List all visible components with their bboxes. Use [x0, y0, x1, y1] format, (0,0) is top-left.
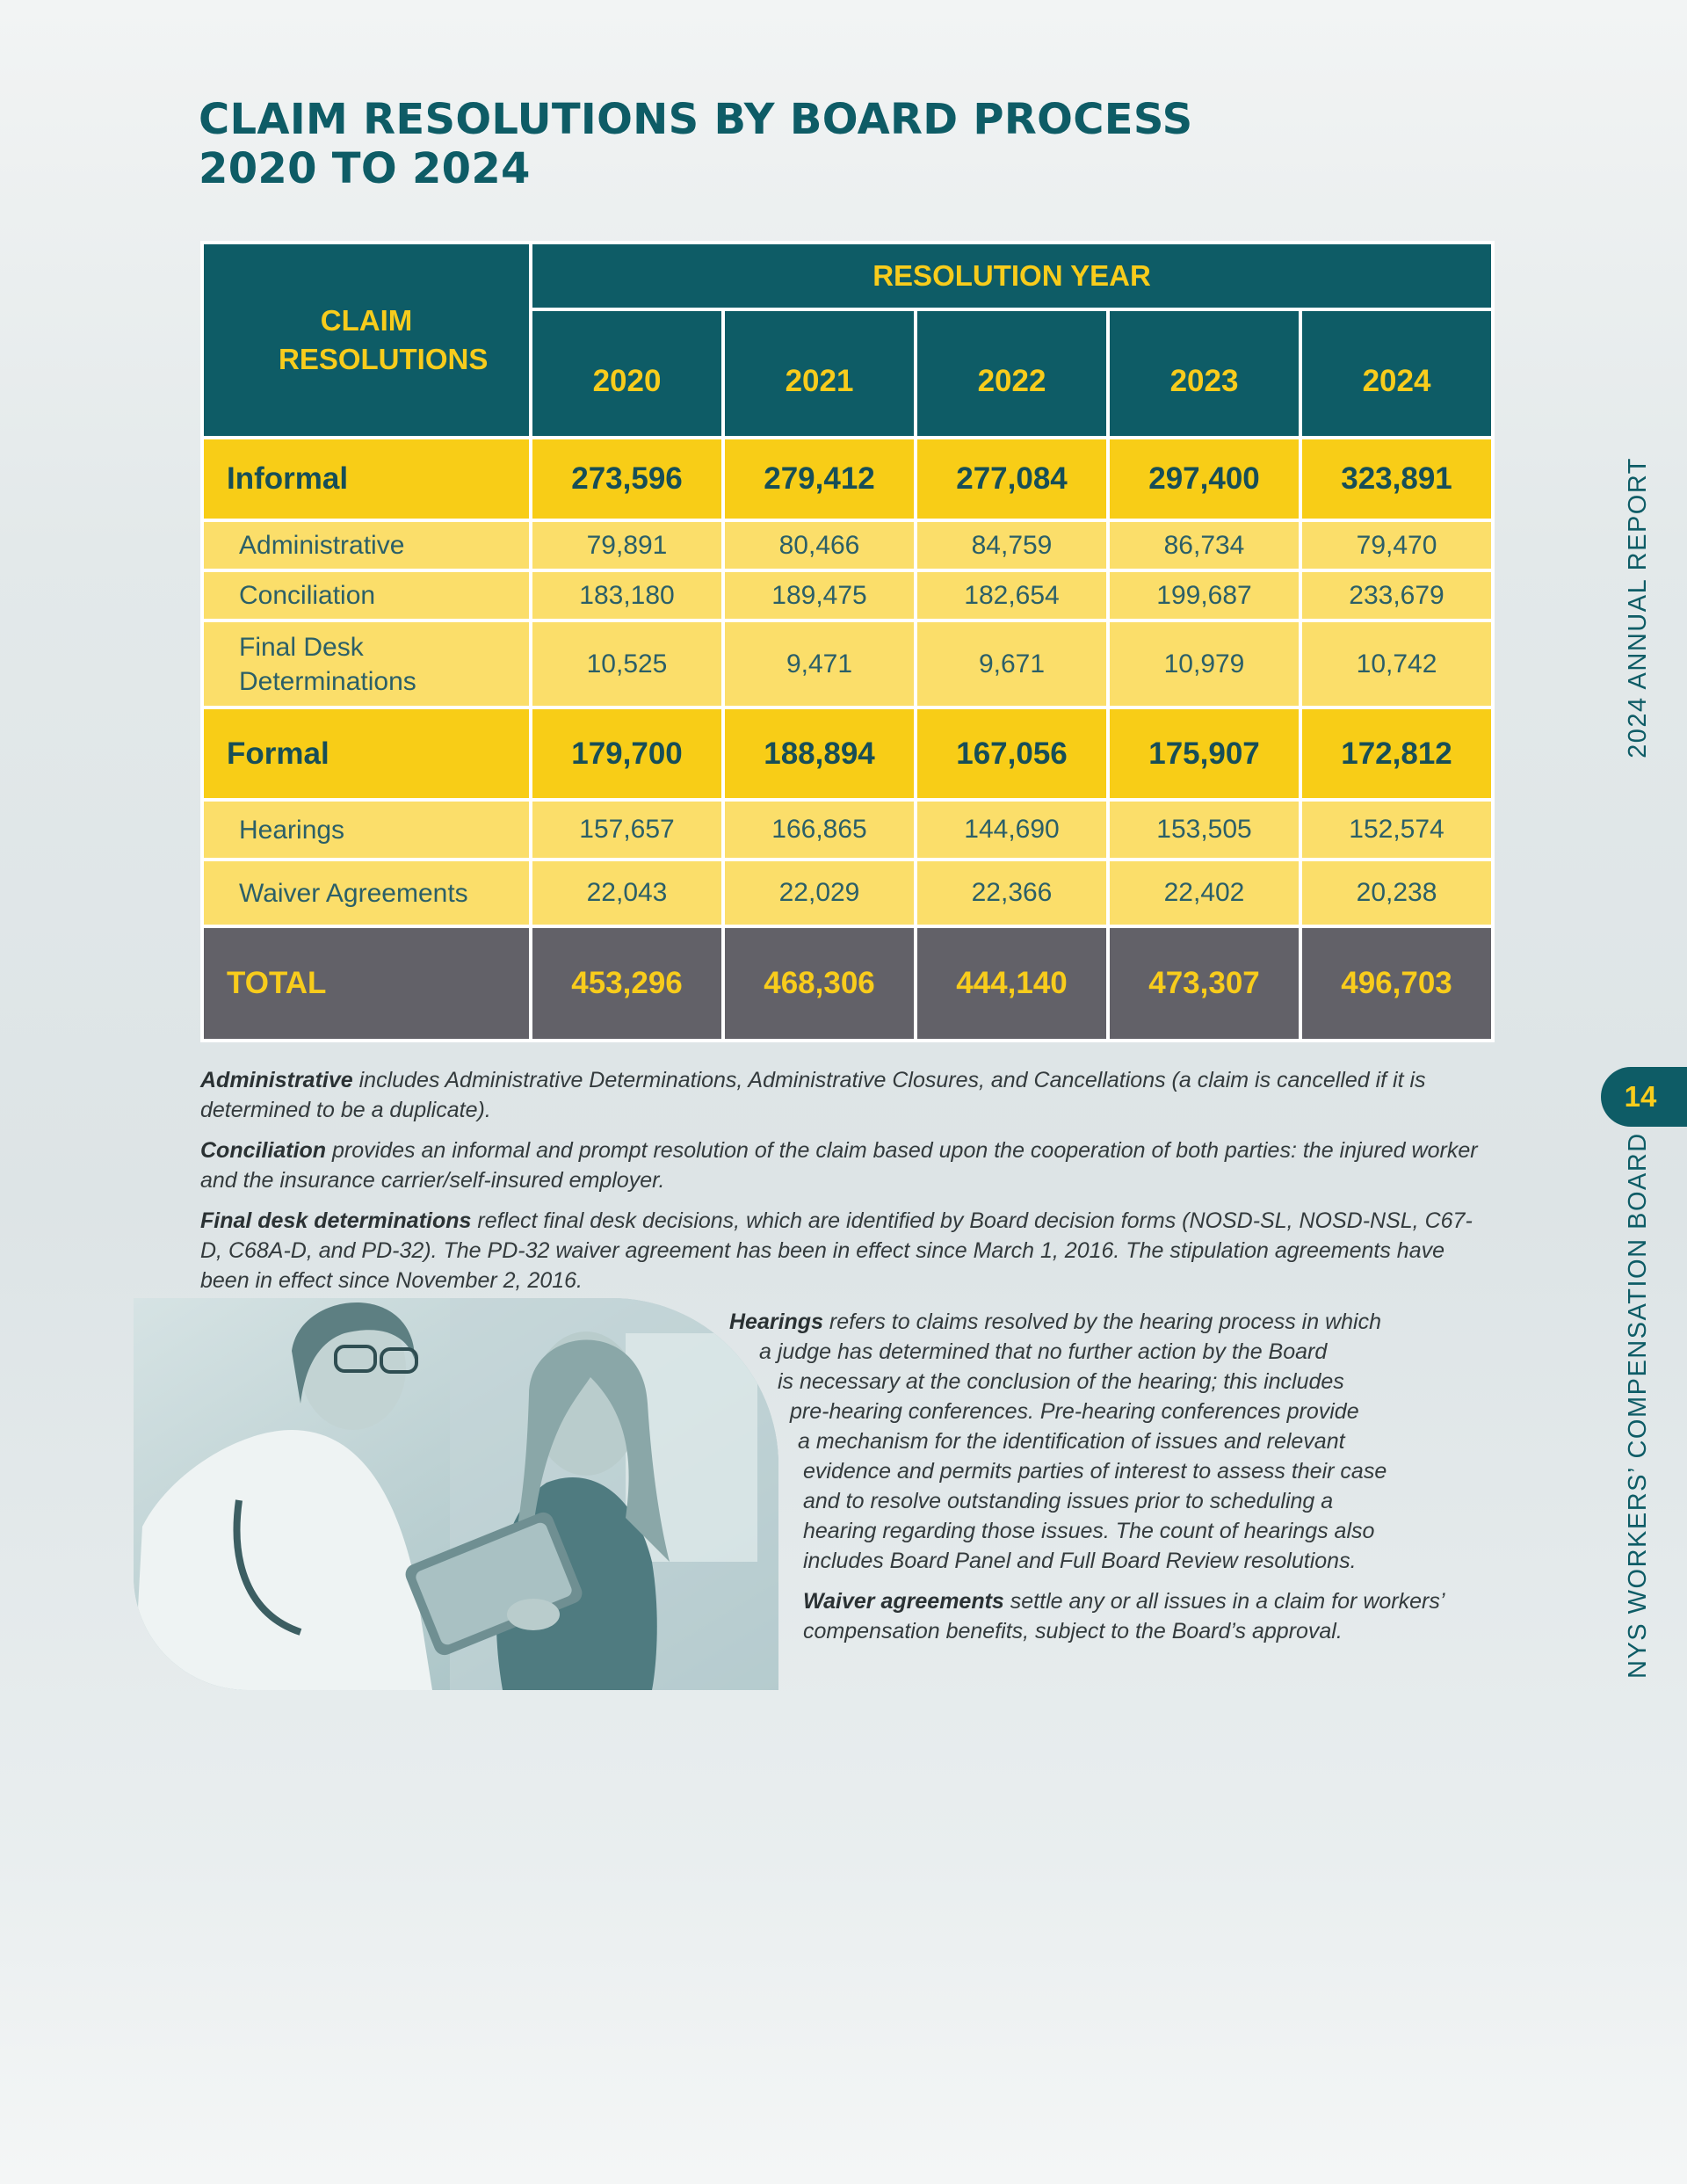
note-final-desk: [200, 1206, 1492, 1295]
header-claim-resolutions: [202, 243, 531, 438]
note-text: settle any or all issues in a claim for workers’: [1003, 1589, 1445, 1614]
table-cell: 79,470: [1300, 520, 1493, 570]
table-cell: 188,894: [723, 707, 916, 800]
table-cell: 157,657: [531, 800, 723, 860]
table-cell: 189,475: [723, 570, 916, 620]
table-row-total: [202, 926, 1493, 1041]
table-cell: 468,306: [723, 926, 916, 1041]
row-label: Informal: [202, 438, 531, 520]
table-cell: 22,043: [531, 860, 723, 926]
header-year: 2023: [1108, 309, 1300, 438]
table-cell: 273,596: [531, 438, 723, 520]
table-row: [202, 860, 1493, 926]
title-line-1: CLAIM RESOLUTIONS BY BOARD PROCESS: [199, 95, 1193, 144]
header-year: 2021: [723, 309, 916, 438]
doctor-patient-photo: [134, 1298, 778, 1690]
row-label-text: Final Desk Determinations: [239, 632, 416, 696]
table-cell: 10,525: [531, 620, 723, 707]
row-label: Administrative: [202, 520, 531, 570]
note-text: provides an informal and prompt resolution of the claim based upon the cooperation of both parties: the injured worker and the insurance carrier/self-insured employer.: [200, 1138, 1478, 1193]
side-report-label: 2024 ANNUAL REPORT: [1624, 457, 1652, 758]
table-cell: 233,679: [1300, 570, 1493, 620]
table-cell: 182,654: [916, 570, 1108, 620]
page-number: 14: [1613, 1070, 1668, 1123]
table-cell: 199,687: [1108, 570, 1300, 620]
table-row: [202, 570, 1493, 620]
table-row: [202, 800, 1493, 860]
note-text: includes Administrative Determinations, Administrative Closures, and Cancellations (a claim is cancelled if it is determined to be a duplicate).: [200, 1068, 1426, 1122]
table-cell: 277,084: [916, 438, 1108, 520]
note-text: reflect final desk decisions, which are identified by Board decision forms (NOSD-SL, NOSD-NSL, C67-D, C68A-D, and PD-32). The PD-32 waiver agreement has been in effect since March 1, 2016. The stipulation agreements have been in effect since November 2, 2016.: [200, 1208, 1473, 1293]
note-hearings-line: is necessary at the conclusion of the hearing; this includes: [778, 1369, 1344, 1394]
note-hearings-line: hearing regarding those issues. The count of hearings also: [803, 1519, 1375, 1543]
row-label: [202, 620, 531, 707]
row-label: TOTAL: [202, 926, 531, 1041]
table-cell: 167,056: [916, 707, 1108, 800]
table-cell: 323,891: [1300, 438, 1493, 520]
note-waiver-line: compensation benefits, subject to the Board’s approval.: [803, 1619, 1343, 1643]
row-label: Conciliation: [202, 570, 531, 620]
photo-illustration: [134, 1298, 778, 1690]
table-cell: 183,180: [531, 570, 723, 620]
header-year: 2022: [916, 309, 1108, 438]
table-cell: 86,734: [1108, 520, 1300, 570]
table-row: [202, 438, 1493, 520]
row-label: Hearings: [202, 800, 531, 860]
side-org-label: NYS WORKERS’ COMPENSATION BOARD: [1624, 1132, 1652, 1679]
table-cell: 20,238: [1300, 860, 1493, 926]
table-cell: 10,742: [1300, 620, 1493, 707]
note-hearings-line: and to resolve outstanding issues prior to scheduling a: [803, 1489, 1334, 1513]
note-term: Hearings: [729, 1310, 823, 1334]
title-line-2: 2020 TO 2024: [199, 144, 531, 193]
table-cell: 453,296: [531, 926, 723, 1041]
table-cell: 444,140: [916, 926, 1108, 1041]
header-claim-label: CLAIM RESOLUTIONS: [279, 304, 489, 375]
table-cell: 179,700: [531, 707, 723, 800]
note-text: refers to claims resolved by the hearing process in which: [822, 1310, 1381, 1334]
header-resolution-year: RESOLUTION YEAR: [531, 243, 1493, 309]
table-cell: 279,412: [723, 438, 916, 520]
definitions-notes: [200, 1065, 1492, 1306]
note-hearings-line: includes Board Panel and Full Board Review resolutions.: [803, 1549, 1357, 1573]
note-term: Waiver agreements: [803, 1589, 1004, 1614]
header-year: 2020: [531, 309, 723, 438]
note-waiver-line: [803, 1586, 1502, 1616]
table-cell: 22,366: [916, 860, 1108, 926]
table-cell: 166,865: [723, 800, 916, 860]
table-row: [202, 620, 1493, 707]
table-cell: 152,574: [1300, 800, 1493, 860]
table-cell: 10,979: [1108, 620, 1300, 707]
note-hearings-line: a mechanism for the identification of issues and relevant: [798, 1429, 1345, 1454]
note-term: Administrative: [200, 1068, 353, 1092]
table-cell: 22,029: [723, 860, 916, 926]
row-label: Formal: [202, 707, 531, 800]
claim-resolutions-table: [200, 241, 1495, 1042]
table-cell: 297,400: [1108, 438, 1300, 520]
table-row: [202, 520, 1493, 570]
note-hearings-line: pre-hearing conferences. Pre-hearing conferences provide: [790, 1399, 1359, 1424]
table-cell: 9,671: [916, 620, 1108, 707]
table-cell: 80,466: [723, 520, 916, 570]
row-label: Waiver Agreements: [202, 860, 531, 926]
note-hearings-line: a judge has determined that no further action by the Board: [759, 1339, 1328, 1364]
note-term: Conciliation: [200, 1138, 327, 1163]
table-cell: 153,505: [1108, 800, 1300, 860]
table-cell: 84,759: [916, 520, 1108, 570]
definitions-notes-continued: [729, 1307, 1502, 1646]
note-administrative: [200, 1065, 1492, 1125]
note-hearings-line: [729, 1307, 1502, 1337]
table-cell: 144,690: [916, 800, 1108, 860]
note-conciliation: [200, 1136, 1492, 1195]
table-row: [202, 707, 1493, 800]
table-cell: 496,703: [1300, 926, 1493, 1041]
table-cell: 473,307: [1108, 926, 1300, 1041]
table-cell: 175,907: [1108, 707, 1300, 800]
table-cell: 79,891: [531, 520, 723, 570]
note-hearings-line: evidence and permits parties of interest to assess their case: [803, 1459, 1387, 1484]
page-title: [199, 95, 1192, 193]
note-term: Final desk determinations: [200, 1208, 472, 1233]
table-cell: 22,402: [1108, 860, 1300, 926]
header-year: 2024: [1300, 309, 1493, 438]
table-cell: 172,812: [1300, 707, 1493, 800]
table-cell: 9,471: [723, 620, 916, 707]
